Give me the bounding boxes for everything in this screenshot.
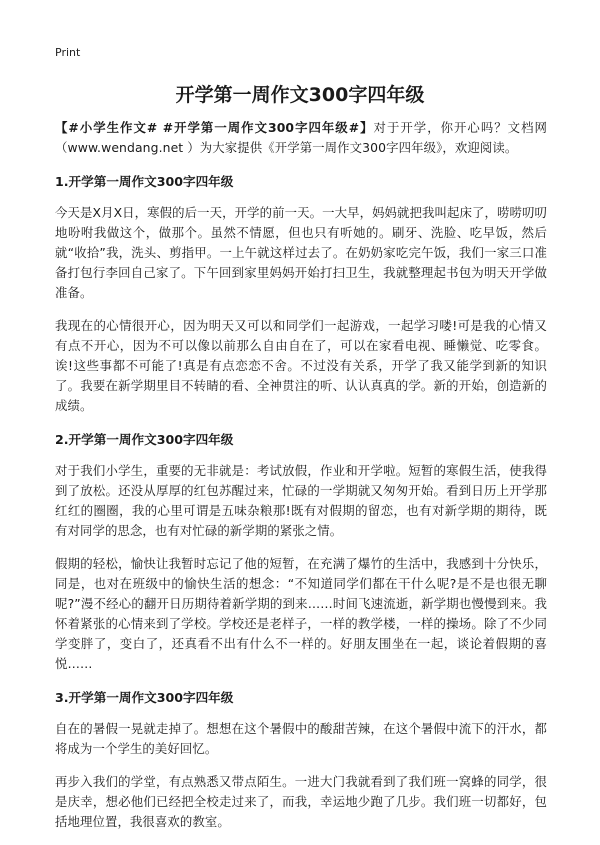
article-body — [55, 118, 547, 845]
section-paragraph: 对于我们小学生，重要的无非就是：考试放假，作业和开学啦。短暂的寒假生活，使我得到了放松。还没从厚厚的红包苏醒过来，忙碌的一学期就又匆匆开始。看到日历上开学那红红的圈圈，我的心里可谓是五味杂粮那!既有对假期的留恋，也有对新学期的期待，既有对同学的思念，也有对忙碌的新学期的紧张之情。 — [55, 463, 547, 538]
section-paragraph: 今天是X月X日，寒假的后一天，开学的前一天。一大早，妈妈就把我叫起床了，唠唠叨叨地吩咐我做这个，做那个。虽然不情愿，但也只有听她的。刷牙、洗脸、吃早饭，然后就“收拾”我，洗头、剪指甲。一上午就这样过去了。在奶奶家吃完午饭，我们一家三口准备打包行李回自己家了。下午回到家里妈妈开始打扫卫生，我就整理起书包为明天开学做准备。 — [55, 205, 547, 300]
intro-paragraph — [55, 118, 547, 158]
section-paragraph: 假期的轻松，愉快让我暂时忘记了他的短暂，在充满了爆竹的生活中，我感到十分快乐，同是，也对在班级中的愉快生活的想念：“不知道同学们都在干什么呢?是不是也很无聊呢?”漫不经心的翻开日历期待着新学期的到来……时间飞速流逝，新学期也慢慢到来。我怀着紧张的心情来到了学校。学校还是老样子，一样的教学楼，一样的操场。除了不少同学变胖了，变白了，还真看不出有什么不一样的。好朋友围坐在一起，谈论着假期的喜悦…… — [55, 556, 547, 671]
section-heading: 2.开学第一周作文300字四年级 — [55, 432, 234, 447]
section-paragraph: 再步入我们的学堂，有点熟悉又带点陌生。一进大门我就看到了我们班一窝蜂的同学，很是庆幸，想必他们已经把全校走过来了，而我，幸运地少跑了几步。我们班一切都好，包括地理位置，我很喜欢的教室。 — [55, 774, 547, 829]
print-link[interactable]: Print — [55, 46, 81, 59]
section-heading: 3.开学第一周作文300字四年级 — [55, 690, 234, 705]
page-title: 开学第一周作文300字四年级 — [175, 84, 425, 106]
intro-text: 对于开学，你开心吗？文档网（www.wendang.net ）为大家提供《开学第一周作文300字四年级》，欢迎阅读。 — [55, 120, 547, 155]
section-paragraph: 自在的暑假一晃就走掉了。想想在这个暑假中的酸甜苦辣，在这个暑假中流下的汗水，都将成为一个学生的美好回忆。 — [55, 721, 547, 756]
section-heading: 1.开学第一周作文300字四年级 — [55, 174, 234, 189]
section-paragraph: 我现在的心情很开心，因为明天又可以和同学们一起游戏，一起学习喽!可是我的心情又有点不开心，因为不可以像以前那么自由自在了，可以在家看电视、睡懒觉、吃零食。诶!这些事都不可能了!真是有点恋恋不舍。不过没有关系，开学了我又能学到新的知识了。我要在新学期里目不转睛的看、全神贯注的听、认认真真的学。新的开始，创造新的成绩。 — [55, 318, 547, 413]
intro-tags: 【#小学生作文# #开学第一周作文300字四年级#】 — [55, 120, 374, 135]
